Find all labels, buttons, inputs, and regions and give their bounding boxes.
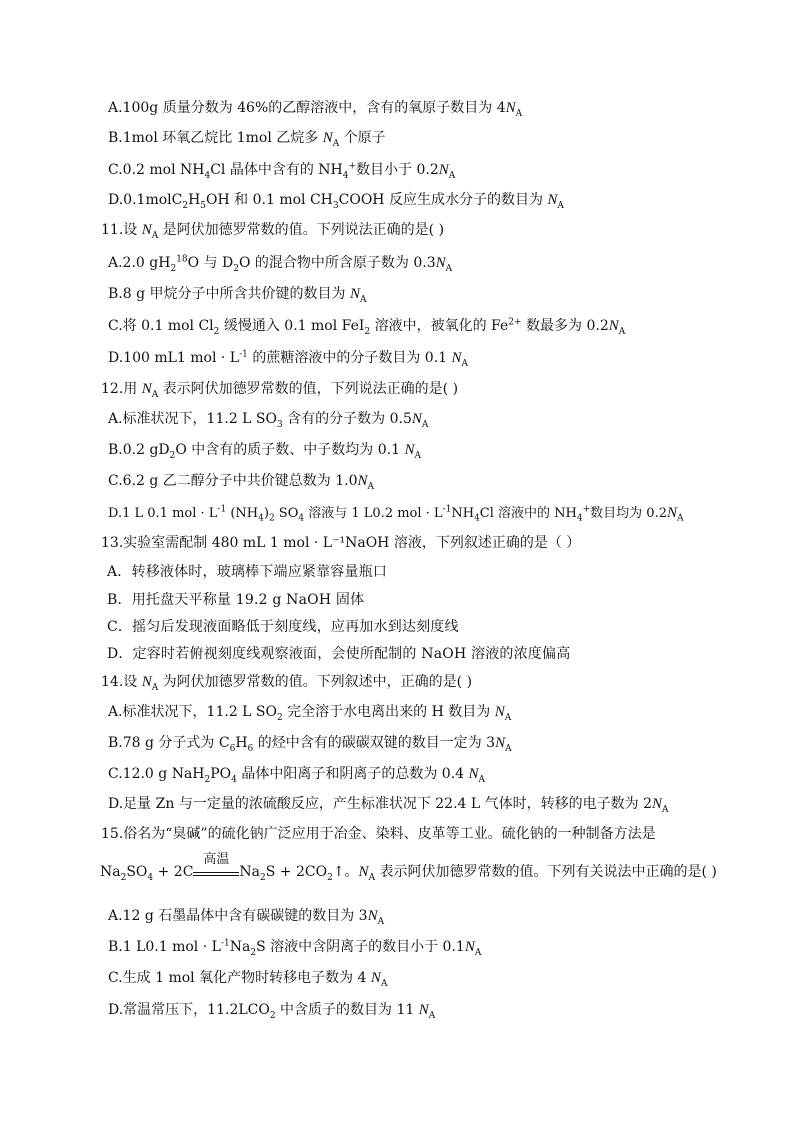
q11-option-a: A.2.0 $gH_2^{18}O$ 与 $D_2O$ 的混合物中所含原子数为 $0.3N_A$ [108,254,453,274]
reaction-condition: 高温 [193,864,239,876]
q14-option-b: B.78 g 分子式为 $C_6H_6$ 的烃中含有的碳碳双键的数目一定为 $3N_A$ [108,735,512,754]
q14-stem: 14.设 $N_A$ 为阿伏加德罗常数的值。下列叙述中，正确的是( ) [101,674,473,693]
q12-option-d: D.1 L 0.1 mol · $L^{-1}$ $(NH_4)_2$ $SO_4$ 溶液与 1 L0.2 mol · $L^{-1}NH_4Cl$ 溶液中的 $NH_4^+$数目均为 $0.2N_A$ [108,504,684,524]
q15-stem: 15.俗名为“臭碱”的硫化钠广泛应用于冶金、染料、皮革等工业。硫化钠的一种制备方法是 [101,826,656,842]
q10-option-b: B.1mol 环氧乙烷比 1mol 乙烷多 $N_A$ 个原子 [108,130,386,149]
q13-option-a: A．转移液体时，玻璃棒下端应紧靠容量瓶口 [107,564,388,580]
q12-option-c: C.6.2 g 乙二醇分子中共价键总数为 $1.0N_A$ [108,473,375,492]
q15-option-b: B.1 L0.1 mol · $L^{-1}Na_2S$ 溶液中含阴离子的数目小于 $0.1N_A$ [108,938,482,958]
q14-option-a: A.标准状况下，11.2 L $SO_2$ 完全溶于水电离出来的 H 数目为 $N_A$ [108,704,512,723]
q11-option-b: B.8 g 甲烷分子中所含共价键的数目为 $N_A$ [108,286,367,305]
q15-option-a: A.12 g 石墨晶体中含有碳碳键的数目为 $3N_A$ [108,908,385,927]
q10-option-a: A.100g 质量分数为 46%的乙醇溶液中，含有的氧原子数目为 $4N_A$ [108,100,523,119]
q15-option-d: D.常温常压下，$11.2LCO_2$ 中含质子的数目为 11 $N_A$ [108,1002,436,1021]
q12-option-b: B.0.2 $gD_2O$ 中含有的质子数、中子数均为 0.1 $N_A$ [108,442,421,461]
q13-stem: 13.实验室需配制 480 mL 1 mol · L⁻¹NaOH 溶液，下列叙述正确的是（ ） [101,535,581,551]
q14-option-d: D.足量 Zn 与一定量的浓硫酸反应，产生标准状况下 22.4 L 气体时，转移的电子数为 $2N_A$ [108,796,669,815]
q15-option-c: C.生成 1 mol 氧化产物时转移电子数为 4 $N_A$ [108,970,388,989]
q12-option-a: A.标准状况下，11.2 L $SO_3$ 含有的分子数为 $0.5N_A$ [108,411,429,430]
q11-option-d: D.100 mL1 mol · $L^{-1}$ 的蔗糖溶液中的分子数目为 0.1 $N_A$ [108,349,469,369]
q11-stem: 11.设 $N_A$ 是阿伏加德罗常数的值。下列说法正确的是( ) [101,222,445,241]
q10-option-c: C.0.2 mol $NH_4Cl$ 晶体中含有的 $NH_4^+$数目小于 $0.2N_A$ [108,161,456,181]
q15-equation-line: $Na_2SO_4 + 2C$ 高温 $Na_2S$ + $2CO_2↑$。$N_A$ 表示阿伏加德罗常数的值。下列有关说法中正确的是( ) [100,852,717,883]
q13-option-b: B．用托盘天平称量 19.2 g NaOH 固体 [107,592,365,608]
q12-stem: 12.用 $N_A$ 表示阿伏加德罗常数的值，下列说法正确的是( ) [101,381,459,400]
q10-option-d: $D.0.1molC_2H_5OH$ 和 0.1 mol $CH_3COOH$ 反应生成水分子的数目为 $N_A$ [108,192,564,211]
q13-option-d: D．定容时若俯视刻度线观察液面，会使所配制的 NaOH 溶液的浓度偏高 [107,646,571,662]
q14-option-c: C.12.0 g $NaH_2PO_4$ 晶体中阳离子和阴离子的总数为 0.4 $N_A$ [108,766,486,785]
q11-option-c: C.将 0.1 mol $Cl_2$ 缓慢通入 0.1 mol FeI$_2$ 溶液中，被氧化的 $Fe^{2+}$ 数最多为 $0.2N_A$ [108,317,626,337]
q13-option-c: C．摇匀后发现液面略低于刻度线，应再加水到达刻度线 [107,619,459,635]
